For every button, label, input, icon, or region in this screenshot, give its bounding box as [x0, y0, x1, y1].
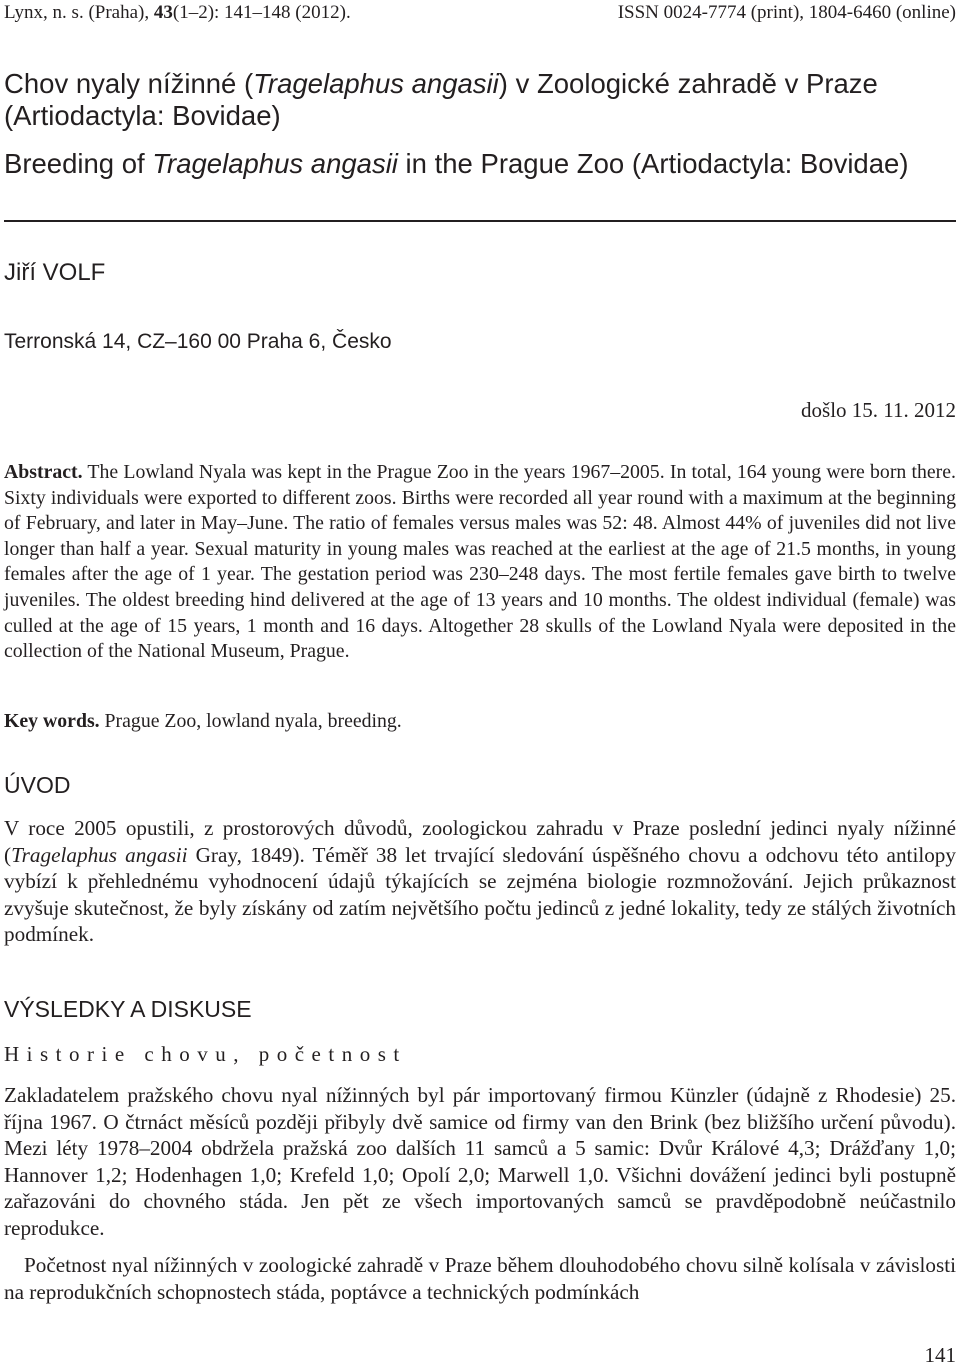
author-name: Jiří VOLF: [4, 259, 106, 286]
species-name: Tragelaphus angasii: [11, 842, 188, 867]
species-name: Tragelaphus angasii: [253, 68, 499, 99]
keywords: [4, 708, 956, 734]
paragraph-history: Zakladatelem pražského chovu nyal nížinných byl pár importovaný firmou Künzler (údajně z Rhodesie) 25. října 1967. O čtrnáct měsíců později přibyly dvě samice od firmy van den Brink (bez bližšího určení původu). Mezi léty 1978–2004 obdržela pražská zoo dalších 11 samců a 5 samic: Dvůr Králové 4,3; Drážďany 1,0; Hannover 1,2; Hodenhagen 1,0; Krefeld 1,0; Opolí 2,0; Marwell 1,0. Všichni dovážení jedinci byli postupně zařazováni do chovného stáda. Jen pět ze všech importovaných samců se pravděpodobně neúčastnilo reprodukce.: [4, 1083, 956, 1240]
keywords-label: Key words.: [4, 710, 100, 732]
journal-citation: Lynx, n. s. (Praha), 43(1–2): 141–148 (2012).: [4, 2, 351, 23]
section-heading-results: VÝSLEDKY A DISKUSE: [4, 996, 252, 1022]
abstract-text: The Lowland Nyala was kept in the Prague Zoo in the years 1967–2005. In total, 164 young were born there. Sixty individuals were exported to different zoos. Births were recorded all year round with a maximum at the beginning of February, and later in May–June. The ratio of females versus males was 52: 48. Almost 44% of juveniles did not live longer than half a year. Sexual maturity in young males was reached at the earliest at the age of 21.5 months, in young females after the age of 1 year. The gestation period was 230–248 days. The most fertile females gave birth to twelve juveniles. The oldest breeding hind delivered at the age of 13 years and 10 months. The oldest individual (female) was culled at the age of 15 years, 1 month and 16 days. Altogether 28 skulls of the Lowland Nyala were deposited in the collection of the National Museum, Prague.: [4, 461, 956, 663]
page-number: 141: [924, 1343, 956, 1367]
paragraph-population: Početnost nyal nížinných v zoologické zahradě v Praze během dlouhodobého chovu silně kolísala v závislosti na reprodukčních schopnostech stáda, poptávce a technických podmínkách: [4, 1253, 956, 1304]
subsection-heading-history: Historie chovu, početnost: [4, 1042, 407, 1066]
title-czech: Chov nyaly nížinné (Tragelaphus angasii) v Zoologické zahradě v Praze (Artiodactyla: Bovidae): [4, 68, 878, 131]
author-address: Terronská 14, CZ–160 00 Praha 6, Česko: [4, 330, 392, 353]
keywords-text: Prague Zoo, lowland nyala, breeding.: [99, 710, 402, 732]
section-heading-uvod: ÚVOD: [4, 772, 71, 798]
volume-number: 43: [153, 2, 173, 23]
running-header: [4, 2, 956, 28]
title-divider: [4, 220, 956, 222]
issn-line: ISSN 0024-7774 (print), 1804-6460 (online): [617, 2, 956, 23]
abstract: [4, 460, 956, 665]
species-name: Tragelaphus angasii: [152, 148, 398, 179]
paragraph-uvod: V roce 2005 opustili, z prostorových důvodů, zoologickou zahradu v Praze poslední jedinci nyaly nížinné (Tragelaphus angasii Gray, 1849). Téměř 38 let trvající sledování úspěšného chovu a odchovu této antilopy vybízí k přehlednému vyhodnocení údajů týkajících se zejména biologie rozmnožování. Jejich průkaznost zvyšuje skutečnost, že byly získány od zatím největšího počtu jedinců z jedné lokality, tedy ze stálých životních podmínek.: [4, 816, 956, 946]
received-date: došlo 15. 11. 2012: [801, 398, 956, 422]
abstract-label: Abstract.: [4, 461, 83, 483]
title-english: Breeding of Tragelaphus angasii in the Prague Zoo (Artiodactyla: Bovidae): [4, 148, 909, 179]
